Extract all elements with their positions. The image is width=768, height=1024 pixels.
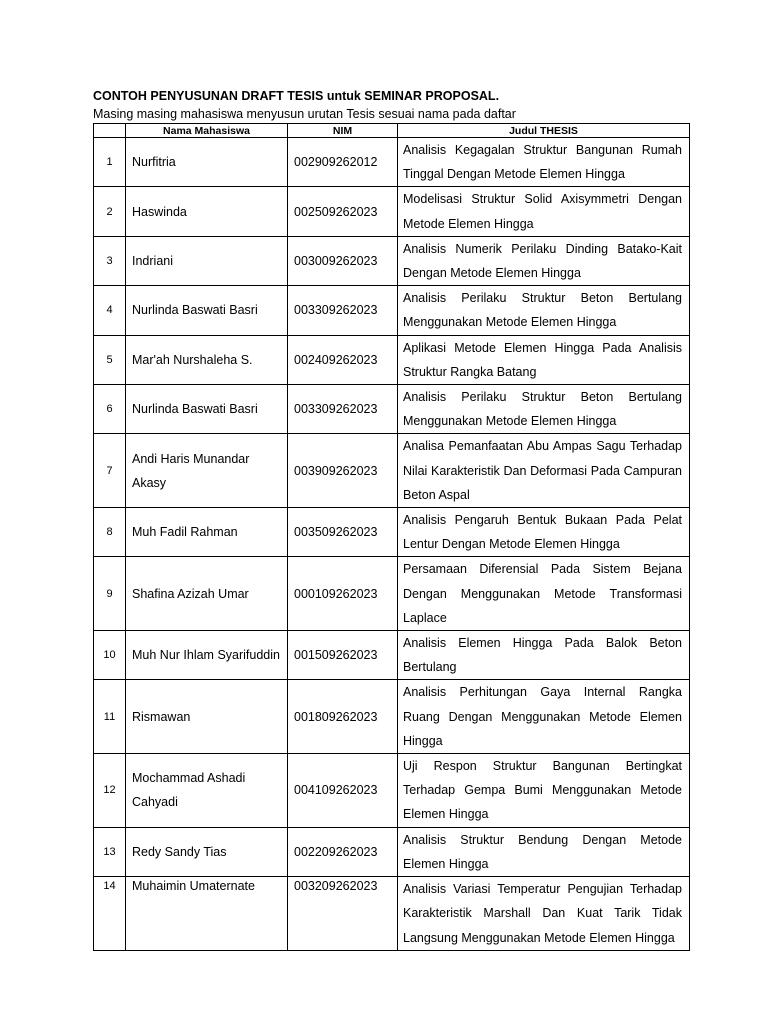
document-page [93,88,689,951]
student-name: Muhaimin Umaternate [126,877,288,951]
row-number: 12 [94,754,126,828]
header-nim: NIM [288,124,398,138]
thesis-title: Analisis Perilaku Struktur Beton Bertulang Menggunakan Metode Elemen Hingga [398,286,690,335]
row-number: 2 [94,187,126,236]
row-number: 9 [94,557,126,631]
row-number: 1 [94,138,126,187]
table-row [94,187,690,236]
table-row [94,754,690,828]
table-row [94,236,690,285]
table-row [94,286,690,335]
thesis-title: Aplikasi Metode Elemen Hingga Pada Analisis Struktur Rangka Batang [398,335,690,384]
student-name: Mochammad Ashadi Cahyadi [126,754,288,828]
row-number: 11 [94,680,126,754]
row-number: 4 [94,286,126,335]
student-nim: 003509262023 [288,508,398,557]
thesis-title: Modelisasi Struktur Solid Axisymmetri Dengan Metode Elemen Hingga [398,187,690,236]
row-number: 3 [94,236,126,285]
student-nim: 003309262023 [288,385,398,434]
row-number: 13 [94,827,126,876]
thesis-title: Uji Respon Struktur Bangunan Bertingkat Terhadap Gempa Bumi Menggunakan Metode Elemen Hingga [398,754,690,828]
student-name: Muh Nur Ihlam Syarifuddin [126,631,288,680]
document-title: CONTOH PENYUSUNAN DRAFT TESIS untuk SEMINAR PROPOSAL. [93,89,500,103]
table-row [94,508,690,557]
table-row [94,680,690,754]
row-number: 5 [94,335,126,384]
header-no [94,124,126,138]
student-nim: 003209262023 [288,877,398,951]
student-name: Redy Sandy Tias [126,827,288,876]
row-number: 8 [94,508,126,557]
student-nim: 001509262023 [288,631,398,680]
thesis-title: Analisa Pemanfaatan Abu Ampas Sagu Terhadap Nilai Karakteristik Dan Deformasi Pada Campuran Beton Aspal [398,434,690,508]
thesis-title: Persamaan Diferensial Pada Sistem Bejana Dengan Menggunakan Metode Transformasi Laplace [398,557,690,631]
student-nim: 003009262023 [288,236,398,285]
student-nim: 003909262023 [288,434,398,508]
table-row [94,877,690,951]
student-name: Andi Haris Munandar Akasy [126,434,288,508]
student-name: Nurlinda Baswati Basri [126,385,288,434]
thesis-title: Analisis Perhitungan Gaya Internal Rangka Ruang Dengan Menggunakan Metode Elemen Hingga [398,680,690,754]
student-nim: 003309262023 [288,286,398,335]
row-number: 6 [94,385,126,434]
row-number: 10 [94,631,126,680]
table-row [94,557,690,631]
row-number: 7 [94,434,126,508]
table-body [94,138,690,951]
row-number: 14 [94,877,126,951]
student-name: Muh Fadil Rahman [126,508,288,557]
student-name: Shafina Azizah Umar [126,557,288,631]
table-row [94,138,690,187]
table-row [94,335,690,384]
student-name: Indriani [126,236,288,285]
student-name: Rismawan [126,680,288,754]
student-nim: 002209262023 [288,827,398,876]
header-judul: Judul THESIS [398,124,690,138]
table-row [94,631,690,680]
table-row [94,385,690,434]
student-name: Nurlinda Baswati Basri [126,286,288,335]
student-nim: 000109262023 [288,557,398,631]
table-row [94,827,690,876]
student-nim: 002509262023 [288,187,398,236]
student-name: Mar'ah Nurshaleha S. [126,335,288,384]
table-header-row [94,124,690,138]
student-nim: 001809262023 [288,680,398,754]
student-name: Haswinda [126,187,288,236]
thesis-table [93,123,690,951]
thesis-title: Analisis Struktur Bendung Dengan Metode Elemen Hingga [398,827,690,876]
student-nim: 004109262023 [288,754,398,828]
student-nim: 002909262012 [288,138,398,187]
header-nama: Nama Mahasiswa [126,124,288,138]
thesis-title: Analisis Variasi Temperatur Pengujian Terhadap Karakteristik Marshall Dan Kuat Tarik Tidak Langsung Menggunakan Metode Elemen Hingga [398,877,690,951]
thesis-title: Analisis Kegagalan Struktur Bangunan Rumah Tinggal Dengan Metode Elemen Hingga [398,138,690,187]
thesis-title: Analisis Perilaku Struktur Beton Bertulang Menggunakan Metode Elemen Hingga [398,385,690,434]
thesis-title: Analisis Pengaruh Bentuk Bukaan Pada Pelat Lentur Dengan Metode Elemen Hingga [398,508,690,557]
thesis-title: Analisis Elemen Hingga Pada Balok Beton Bertulang [398,631,690,680]
student-name: Nurfitria [126,138,288,187]
thesis-title: Analisis Numerik Perilaku Dinding Batako-Kait Dengan Metode Elemen Hingga [398,236,690,285]
student-nim: 002409262023 [288,335,398,384]
table-row [94,434,690,508]
document-subtitle: Masing masing mahasiswa menyusun urutan Tesis sesuai nama pada daftar [93,107,516,121]
